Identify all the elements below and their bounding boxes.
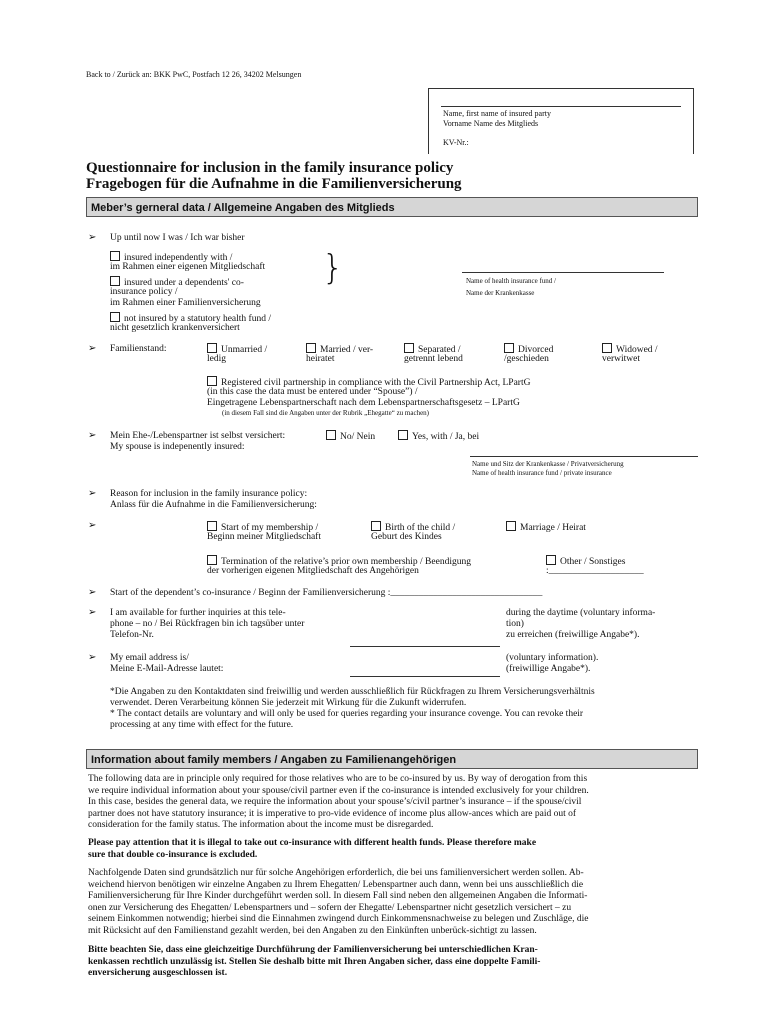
text-line: consideration for the family status. The information about the income must be disregarded. (88, 820, 434, 830)
checkbox[interactable] (371, 521, 381, 531)
checkbox[interactable] (602, 343, 612, 353)
phone-label-1: I am available for further inquiries at this tele- (110, 608, 286, 618)
text-line: In this case, besides the general data, we require the information about your spouse’s/civil partner’s insurance – if the spouse/civil (88, 797, 582, 807)
marital-status-label: Familienstand: (110, 344, 167, 354)
prior-insurance-intro: Up until now I was / Ich war bisher (110, 233, 245, 243)
option-label: ledig (207, 354, 226, 364)
option-label: Unmarried / (221, 345, 268, 355)
spouse-fund-line[interactable] (470, 456, 698, 457)
bullet-arrow-icon: ➢ (88, 607, 97, 618)
email-label-1: My email address is/ (110, 653, 189, 663)
checkbox[interactable] (110, 251, 120, 261)
option-label: Beginn meiner Mitgliedschaft (207, 532, 321, 542)
text-line: Nachfolgende Daten sind grundsätzlich nur für solche Angehörigen erforderlich, die bei uns familienversichert werden sollen. Ab- (88, 868, 584, 878)
text-line: mit Rücksicht auf den Familienstand gezahlt werden, bei den Angaben zu den Einkünften unberück-sichtigt zu lassen. (88, 925, 537, 936)
phone-note-1: during the daytime (voluntary informa- (506, 608, 656, 618)
spouse-fund-label-de: Name und Sitz der Krankenkasse / Privatversicherung (472, 460, 624, 468)
health-fund-line[interactable] (462, 272, 664, 273)
brace: } (322, 248, 344, 288)
option-label: No/ Nein (340, 432, 376, 442)
section-header-member-data: Meber’s gerneral data / Allgemeine Angaben des Mitglieds (86, 197, 698, 217)
footnote-line-1: *Die Angaben zu den Kontaktdaten sind freiwillig und werden ausschließlich für Rückfragen zu Ihrem Versicherungsverhältnis (110, 687, 595, 697)
info-paragraph-3 (88, 868, 708, 937)
phone-input-line[interactable] (350, 646, 500, 647)
phone-label-2: phone – no / Bei Rückfragen bin ich tagsüber unter (110, 619, 305, 629)
insured-party-box (428, 88, 694, 154)
info-paragraph-1 (88, 774, 708, 832)
phone-label-3: Telefon-Nr. (110, 630, 154, 640)
checkbox[interactable] (110, 276, 120, 286)
spouse-fund-label-en: Name of health insurance fund / private insurance (472, 469, 612, 477)
option-label: verwitwet (602, 354, 640, 364)
text-line: sure that double co-insurance is excluded. (88, 849, 258, 860)
text-line: we require individual information about your spouse/civil partner even if the co-insurance is intended exclusively for your children. (88, 785, 589, 796)
option-label: getrennt lebend (404, 354, 463, 364)
health-fund-label-de: Name der Krankenkasse (466, 289, 535, 297)
phone-note-2: tion) (506, 619, 524, 629)
option-label: Eingetragene Lebenspartnerschaft nach dem Lebenspartnerschaftsgesetz – LPartG (207, 398, 520, 408)
option-label: insurance policy / (110, 287, 178, 297)
option-label: Other / Sonstiges (560, 557, 626, 567)
bullet-arrow-icon: ➢ (88, 520, 97, 531)
reason-question-en: Reason for inclusion in the family insurance policy: (110, 489, 308, 499)
option-marriage[interactable] (506, 521, 586, 535)
checkbox[interactable] (398, 430, 408, 440)
option-label: insured independently with / (124, 253, 233, 263)
footnote-line-4: processing at any time with effect for the future. (110, 720, 294, 730)
option-label: Start of my membership / (221, 523, 319, 533)
text-line: enversicherung ausgeschlossen ist. (88, 968, 228, 978)
kv-number-label: KV-Nr.: (443, 138, 469, 147)
text-line: onen zur Versicherung des Ehegatten/ Lebenspartners und – sofern der Ehegatte/ Lebenspartner nicht gesetzlich versichert – zu (88, 902, 572, 913)
email-label-2: Meine E-Mail-Adresse lautet: (110, 664, 224, 674)
option-label: Registered civil partnership in compliance with the Civil Partnership Act, LPartG (221, 378, 531, 388)
checkbox[interactable] (306, 343, 316, 353)
text-line: The following data are in principle only required for those relatives who are to be co-insured by us. By way of derogation from this (88, 774, 588, 784)
phone-note-3: zu erreichen (freiwillige Angabe*). (506, 630, 640, 640)
text-line: kenkassen rechtlich unzulässig ist. Stellen Sie deshalb bitte mit Ihren Angaben sicher, dass eine doppelte Famili- (88, 956, 541, 967)
text-line: partner does not have statutory insurance; it is imperative to pro-vide evidence of income plus allow-ances which are paid out of (88, 808, 577, 819)
footnote-line-3: * The contact details are voluntary and will only be used for queries regarding your insurance covenge. You can revoke their (110, 709, 584, 719)
bullet-arrow-icon: ➢ (88, 587, 97, 598)
text-line: Bitte beachten Sie, dass eine gleichzeitige Durchführung der Familienversicherung bei unterschiedlichen Kran- (88, 945, 538, 955)
text-line: weichend hiervon benötigen wir einzelne Angaben zu Ihrem Ehegatten/ Lebenspartner auch dann, wenn bei uns ausschließlich die (88, 879, 584, 890)
option-label: Birth of the child / (385, 523, 456, 533)
bullet-arrow-icon: ➢ (88, 343, 97, 354)
return-address: Back to / Zurück an: BKK PwC, Postfach 12 26, 34202 Melsungen (86, 70, 302, 79)
option-label: im Rahmen einer eigenen Mitgliedschaft (110, 262, 266, 272)
email-input-line[interactable] (350, 676, 500, 677)
bullet-arrow-icon: ➢ (88, 488, 97, 499)
checkbox[interactable] (404, 343, 414, 353)
footnote-line-2: verwendet. Deren Verarbeitung können Sie jederzeit mit Wirkung für die Zukunft widerrufen. (110, 698, 467, 708)
bullet-arrow-icon: ➢ (88, 232, 97, 243)
checkbox[interactable] (207, 376, 217, 386)
reason-question-de: Anlass für die Aufnahme in die Familienversicherung: (110, 500, 317, 510)
checkbox[interactable] (326, 430, 336, 440)
option-label: (in this case the data must be entered under “Spouse”) / (207, 387, 418, 397)
text-line: Please pay attention that it is illegal to take out co-insurance with different health funds. Please therefore make (88, 838, 537, 848)
option-label: Widowed / (616, 345, 658, 355)
option-label: Divorced (518, 345, 554, 355)
option-label: heiratet (306, 354, 335, 364)
title-en: Questionnaire for inclusion in the family insurance policy (86, 160, 454, 176)
option-label: Termination of the relative’s prior own membership / Beendigung (221, 557, 471, 567)
checkbox[interactable] (506, 521, 516, 531)
option-label: Married / ver- (320, 345, 374, 355)
email-note-1: (voluntary information). (506, 653, 599, 663)
section-header-family-members: Information about family members / Angaben zu Familienangehörigen (86, 749, 698, 769)
health-fund-label-en: Name of health insurance fund / (466, 277, 556, 285)
info-paragraph-4 (88, 945, 708, 980)
email-note-2: (freiwillige Angabe*). (506, 664, 591, 674)
option-spouse-yes[interactable] (398, 430, 479, 444)
option-label: not insured by a statutory health fund / (124, 314, 271, 324)
text-line: seinem Einkommen notwendig; hierbei sind die Einnahmen zwingend durch Einkommensnachweise zu belegen und Zuschläge, die (88, 914, 589, 924)
option-label: Yes, with / Ja, bei (412, 432, 480, 442)
checkbox[interactable] (207, 555, 217, 565)
checkbox[interactable] (110, 312, 120, 322)
option-note: (in diesem Fall sind die Angaben unter der Rubrik „Ehegatte“ zu machen) (222, 409, 430, 417)
option-label: im Rahmen einer Familienversicherung (110, 298, 261, 308)
option-label: nicht gesetzlich krankenversichert (110, 323, 240, 333)
option-label: der vorherigen eigenen Mitgliedschaft des Angehörigen (207, 566, 419, 576)
checkbox[interactable] (504, 343, 514, 353)
title-de: Fragebogen für die Aufnahme in die Familienversicherung (86, 176, 462, 192)
info-paragraph-2 (88, 838, 708, 861)
option-label: Separated / (418, 345, 461, 355)
name-label-de: Vorname Name des Mitglieds (443, 119, 539, 128)
start-dependent-field[interactable]: Start of the dependent’s co-insurance / Beginn der Familienversicherung :________________________________ (110, 588, 543, 598)
option-label: insured under a dependents' co- (124, 278, 244, 288)
spouse-question-en: My spouse is indepenently insured: (110, 442, 245, 452)
option-label: Marriage / Heirat (520, 523, 586, 533)
spouse-question-de: Mein Ehe-/Lebenspartner ist selbst versichert: (110, 431, 286, 441)
other-input[interactable]: :____________________ (546, 566, 644, 576)
checkbox[interactable] (207, 521, 217, 531)
option-spouse-no[interactable] (326, 430, 375, 444)
name-label-en: Name, first name of insured party (443, 109, 551, 118)
text-line: Familienversicherung für Ihre Kinder durchgeführt werden soll. In diesem Fall sind neben den allgemeinen Angaben die Informati- (88, 891, 588, 901)
option-label: /geschieden (504, 354, 549, 364)
name-line[interactable] (441, 106, 681, 107)
option-label: Geburt des Kindes (371, 532, 442, 542)
checkbox[interactable] (546, 555, 556, 565)
bullet-arrow-icon: ➢ (88, 652, 97, 663)
bullet-arrow-icon: ➢ (88, 430, 97, 441)
checkbox[interactable] (207, 343, 217, 353)
